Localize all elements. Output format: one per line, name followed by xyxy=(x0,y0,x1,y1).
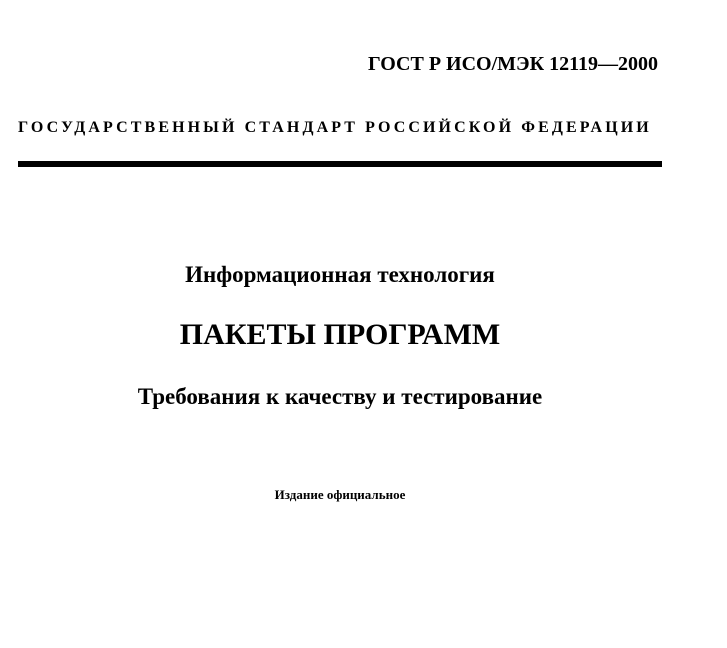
edition-label: Издание официальное xyxy=(274,487,406,502)
header-rule xyxy=(18,161,662,167)
document-subtitle: Требования к качеству и тестирование xyxy=(137,384,543,409)
document-number: ГОСТ Р ИСО/МЭК 12119—2000 xyxy=(368,53,658,75)
document-title: ПАКЕТЫ ПРОГРАММ xyxy=(179,318,501,351)
standard-name: ГОСУДАРСТВЕННЫЙ СТАНДАРТ РОССИЙСКОЙ ФЕДЕРАЦИИ xyxy=(18,119,652,136)
document-subject: Информационная технология xyxy=(185,262,495,287)
